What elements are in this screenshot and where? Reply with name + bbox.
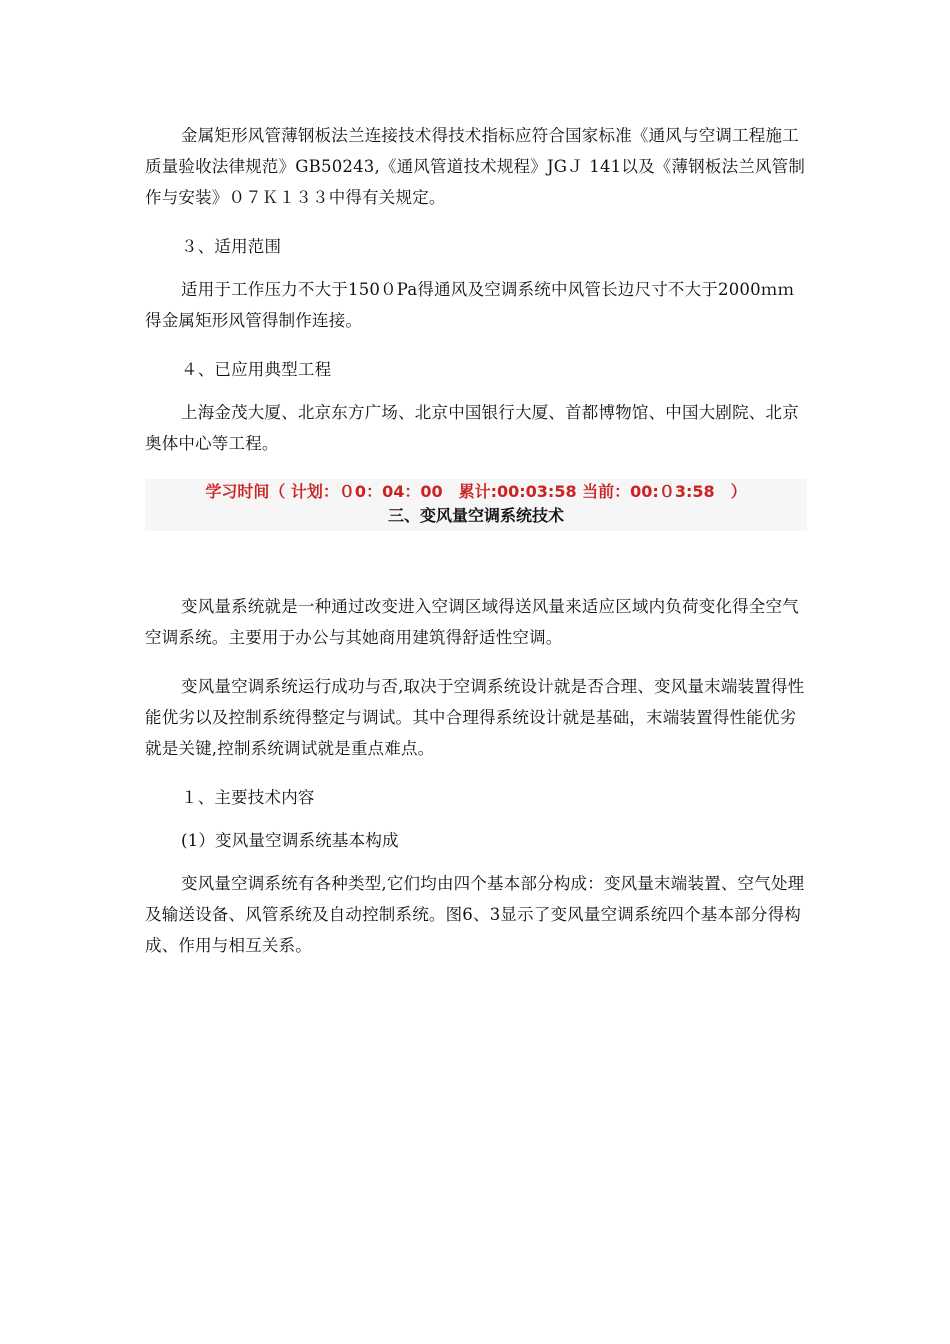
section-title: 三、变风量空调系统技术 (387, 506, 564, 525)
paragraph-technical-standards: 金属矩形风管薄钢板法兰连接技术得技术指标应符合国家标准《通风与空调工程施工质量验收法律规范》GB50243,《通风管道技术规程》JGＪ 141以及《薄钢板法兰风管制作与安装》０７Ｋ１３３中得有关规定。 (145, 126, 806, 207)
heading-basic-composition: (1）变风量空调系统基本构成 (181, 831, 399, 850)
study-time-text: 学习时间（ 计划：０0：04：00 累计:00:03:58 当前：00:０3:58 ） (205, 482, 747, 501)
paragraph-vav-definition: 变风量系统就是一种通过改变进入空调区域得送风量来适应区域内负荷变化得全空气空调系统。主要用于办公与其她商用建筑得舒适性空调。 (145, 597, 799, 647)
heading-applied-projects: ４、已应用典型工程 (181, 360, 332, 379)
paragraph-basic-composition: 变风量空调系统有各种类型,它们均由四个基本部分构成：变风量末端装置、空气处理及输送设备、风管系统及自动控制系统。图6、3显示了变风量空调系统四个基本部分得构成、作用与相互关系。 (145, 874, 805, 955)
document-body (145, 120, 807, 961)
paragraph-scope: 适用于工作压力不大于150０Pa得通风及空调系统中风管长边尺寸不大于2000ｍｍ得金属矩形风管得制作连接。 (145, 280, 795, 330)
study-time-bar (145, 479, 807, 531)
paragraph-applied-projects: 上海金茂大厦、北京东方广场、北京中国银行大厦、首都博物馆、中国大剧院、北京奥体中心等工程。 (145, 403, 799, 453)
heading-main-tech-content: １、主要技术内容 (181, 788, 315, 807)
paragraph-vav-success-factors: 变风量空调系统运行成功与否,取决于空调系统设计就是否合理、变风量末端装置得性能优劣以及控制系统得整定与调试。其中合理得系统设计就是基础，末端装置得性能优劣就是关键,控制系统调试就是重点难点。 (145, 677, 805, 758)
heading-scope: ３、适用范围 (181, 237, 282, 256)
